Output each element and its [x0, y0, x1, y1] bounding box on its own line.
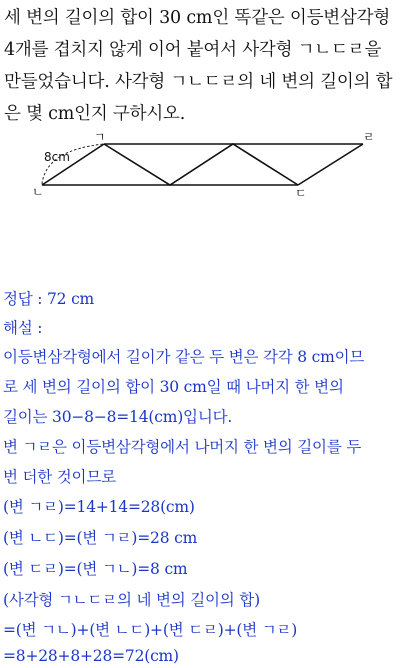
problem-line: 만들었습니다. 사각형 ㄱㄴㄷㄹ의 네 변의 길이의 합 [4, 72, 393, 92]
problem-line: 4개를 겹치지 않게 이어 붙여서 사각형 ㄱㄴㄷㄹ을 [4, 40, 382, 60]
problem-line: 은 몇 cm인지 구하시오. [4, 104, 186, 124]
solution-heading: 해설 : [3, 319, 43, 337]
solution-line: 길이는 30−8−8=14(cm)입니다. [3, 408, 233, 426]
vertex-label-a: ㄱ [94, 130, 106, 144]
vertex-label-c: ㄷ [295, 186, 307, 200]
solution-line: (변 ㄱㄹ)=14+14=28(cm) [3, 498, 195, 516]
solution-line: (변 ㄴㄷ)=(변 ㄱㄹ)=28 cm [3, 529, 198, 547]
solution-line: =(변 ㄱㄴ)+(변 ㄴㄷ)+(변 ㄷㄹ)+(변 ㄱㄹ) [3, 621, 298, 639]
solution-line: =8+28+8+28=72(cm) [3, 647, 179, 665]
vertex-label-d: ㄹ [363, 130, 375, 144]
side-right [298, 144, 363, 185]
solution-line: (사각형 ㄱㄴㄷㄹ의 네 변의 길이의 합) [3, 591, 260, 609]
side-length-label: 8cm [44, 150, 70, 164]
problem-line: 세 변의 길이의 합이 30 cm인 똑같은 이등변삼각형 [4, 8, 391, 28]
answer-line: 정답 : 72 cm [3, 290, 95, 308]
solution-line: (변 ㄷㄹ)=(변 ㄱㄴ)=8 cm [3, 560, 188, 578]
vertex-label-b: ㄴ [32, 185, 44, 199]
solution-line: 변 ㄱㄹ은 이등변삼각형에서 나머지 한 변의 길이를 두 [3, 438, 362, 456]
internal-zigzag [104, 144, 298, 185]
solution-line: 이등변삼각형에서 길이가 같은 두 변은 각각 8 cm이므 [3, 348, 365, 366]
solution-line: 로 세 변의 길이의 합이 30 cm일 때 나머지 한 변의 [3, 378, 344, 396]
solution-line: 번 더한 것이므로 [3, 468, 116, 486]
